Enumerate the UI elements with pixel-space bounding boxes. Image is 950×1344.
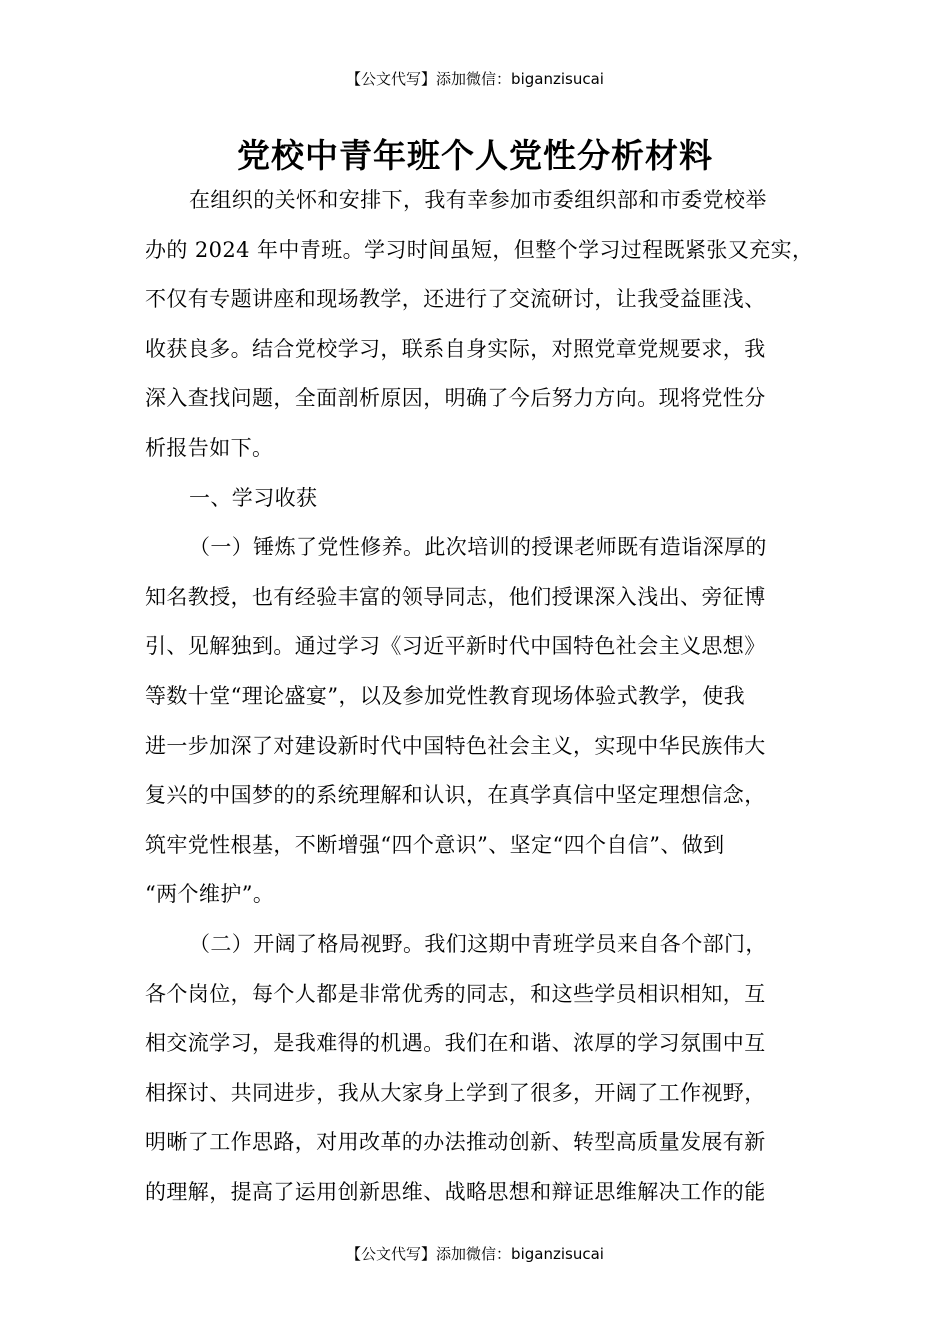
text-line: （一）锤炼了党性修养。此次培训的授课老师既有造诣深厚的 bbox=[189, 535, 767, 560]
text-line: 办的 2024 年中青班。学习时间虽短，但整个学习过程既紧张又充实， bbox=[145, 237, 814, 262]
document-title: 党校中青年班个人党性分析材料 bbox=[237, 136, 713, 175]
text-line: 明晰了工作思路，对用改革的办法推动创新、转型高质量发展有新 bbox=[145, 1130, 766, 1155]
text-line: 收获良多。结合党校学习，联系自身实际，对照党章党规要求，我 bbox=[145, 336, 766, 361]
paragraph bbox=[145, 474, 825, 524]
text-line: 一、学习收获 bbox=[189, 485, 318, 510]
text-line: 深入查找问题，全面剖析原因，明确了今后努力方向。现将党性分 bbox=[145, 386, 766, 411]
text-line: 引、见解独到。通过学习《习近平新时代中国特色社会主义思想》 bbox=[145, 634, 766, 659]
text-line: 进一步加深了对建设新时代中国特色社会主义，实现中华民族伟大 bbox=[145, 733, 766, 758]
text-line: 筑牢党性根基，不断增强“四个意识”、坚定“四个自信”、做到 bbox=[145, 832, 725, 857]
text-line: 复兴的中国梦的的系统理解和认识，在真学真信中坚定理想信念， bbox=[145, 783, 766, 808]
text-line: 不仅有专题讲座和现场教学，还进行了交流研讨，让我受益匪浅、 bbox=[145, 287, 766, 312]
text-line: 相交流学习，是我难得的机遇。我们在和谐、浓厚的学习氛围中互 bbox=[145, 1031, 766, 1056]
text-line: 的理解，提高了运用创新思维、战略思想和辩证思维解决工作的能 bbox=[145, 1179, 766, 1204]
text-line: 各个岗位，每个人都是非常优秀的同志，和这些学员相识相知，互 bbox=[145, 981, 766, 1006]
document-body bbox=[145, 176, 825, 1217]
paragraph bbox=[145, 920, 825, 1218]
paragraph bbox=[145, 176, 825, 474]
text-line: 在组织的关怀和安排下，我有幸参加市委组织部和市委党校举 bbox=[189, 188, 767, 212]
text-line: 相探讨、共同进步，我从大家身上学到了很多，开阔了工作视野， bbox=[145, 1080, 766, 1105]
paragraph bbox=[145, 523, 825, 920]
text-line: “两个维护”。 bbox=[145, 882, 275, 907]
text-line: 等数十堂“理论盛宴”，以及参加党性教育现场体验式教学，使我 bbox=[145, 683, 746, 708]
page-footer: 【公文代写】添加微信：biganzisucai bbox=[346, 1245, 604, 1263]
page-header: 【公文代写】添加微信：biganzisucai bbox=[346, 70, 604, 88]
text-line: （二）开阔了格局视野。我们这期中青班学员来自各个部门， bbox=[189, 931, 767, 956]
text-line: 知名教授，也有经验丰富的领导同志，他们授课深入浅出、旁征博 bbox=[145, 584, 766, 609]
text-line: 析报告如下。 bbox=[145, 435, 274, 460]
